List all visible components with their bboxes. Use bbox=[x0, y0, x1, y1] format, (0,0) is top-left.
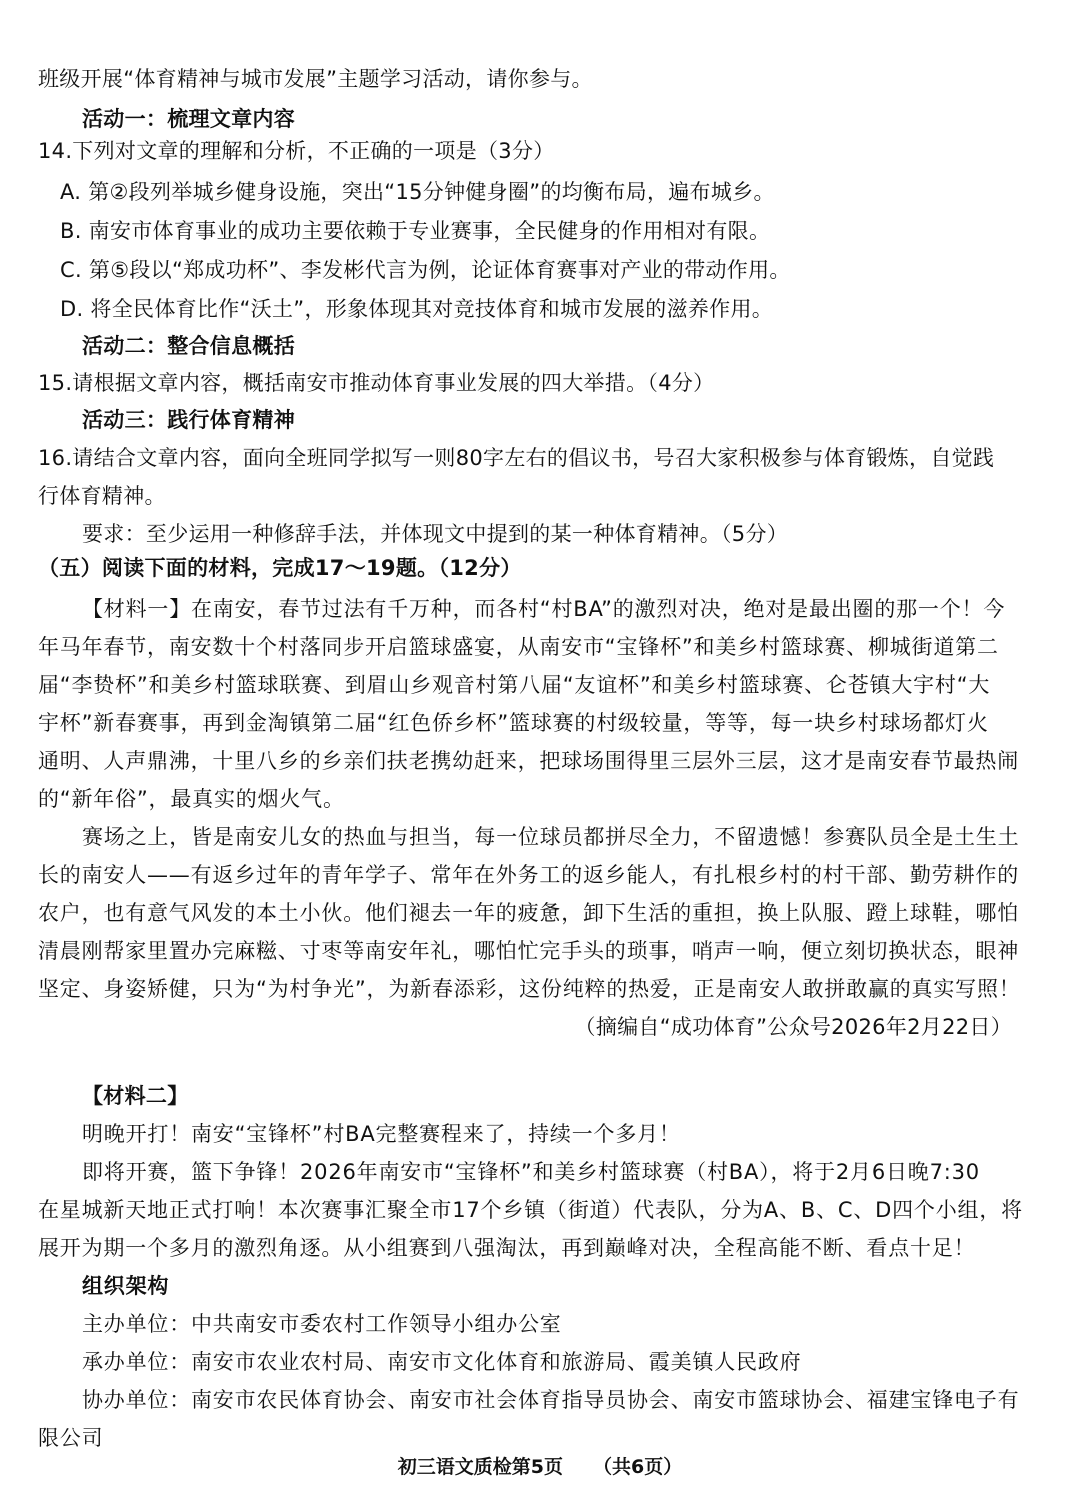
section-five-heading: （五）阅读下面的材料，完成17～19题。（12分） bbox=[38, 556, 522, 580]
organizer-unit: 承办单位：南安市农业农村局、南安市文化体育和旅游局、霞美镇人民政府 bbox=[82, 1350, 802, 1374]
material-two-line: 即将开赛，篮下争锋！2026年南安市“宝锋杯”和美乡村篮球赛（村BA），将于2月6日晚7:30 bbox=[82, 1160, 980, 1184]
question-14-option-b: B. 南安市体育事业的成功主要依赖于专业赛事，全民健身的作用相对有限。 bbox=[60, 219, 771, 243]
question-16-requirement: 要求：至少运用一种修辞手法，并体现文中提到的某一种体育精神。（5分） bbox=[82, 522, 789, 546]
material-one-line: 宇杯”新春赛事，再到金淘镇第二届“红色侨乡杯”篮球赛的村级较量，等等，每一块乡村球场都灯火 bbox=[38, 711, 989, 735]
page-number: 初三语文质检第5页 bbox=[397, 1456, 563, 1478]
material-one-line: 坚定、身姿矫健，只为“为村争光”，为新春添彩，这份纯粹的热爱，正是南安人敢拼敢赢的真实写照！ bbox=[38, 977, 1021, 1001]
total-pages: （共6页） bbox=[593, 1456, 683, 1478]
question-16-line-2: 行体育精神。 bbox=[38, 484, 166, 508]
material-one-line: 【材料一】在南安，春节过法有千万种，而各村“村BA”的激烈对决，绝对是最出圈的那一个！今 bbox=[82, 597, 1006, 621]
question-15: 15.请根据文章内容，概括南安市推动体育事业发展的四大举措。（4分） bbox=[38, 371, 715, 395]
material-one-line: 届“李贽杯”和美乡村篮球联赛、到眉山乡观音村第八届“友谊杯”和美乡村篮球赛、仑苍镇大宇村“大 bbox=[38, 673, 991, 697]
material-one-line: 年马年春节，南安数十个村落同步开启篮球盛宴，从南安市“宝锋杯”和美乡村篮球赛、柳城街道第二 bbox=[38, 635, 999, 659]
material-two-line: 在星城新天地正式打响！本次赛事汇聚全市17个乡镇（街道）代表队，分为A、B、C、D四个小组，将 bbox=[38, 1198, 1023, 1222]
co-organizer-line-1: 协办单位：南安市农民体育协会、南安市社会体育指导员协会、南安市篮球协会、福建宝锋电子有 bbox=[82, 1388, 1020, 1412]
activity-two-heading: 活动二：整合信息概括 bbox=[82, 334, 295, 358]
question-16-line-1: 16.请结合文章内容，面向全班同学拟写一则80字左右的倡议书，号召大家积极参与体育锻炼，自觉践 bbox=[38, 446, 995, 470]
question-14-option-d: D. 将全民体育比作“沃土”，形象体现其对竞技体育和城市发展的滋养作用。 bbox=[60, 297, 774, 321]
organization-heading: 组织架构 bbox=[82, 1274, 170, 1298]
question-14-stem: 14.下列对文章的理解和分析，不正确的一项是（3分） bbox=[38, 139, 555, 163]
page-footer bbox=[0, 1453, 1080, 1481]
question-14-option-c: C. 第⑤段以“郑成功杯”、李发彬代言为例，论证体育赛事对产业的带动作用。 bbox=[60, 258, 791, 282]
material-one-source: （摘编自“成功体育”公众号2026年2月22日） bbox=[574, 1015, 1012, 1039]
material-two-title: 【材料二】 bbox=[82, 1084, 189, 1108]
question-14-option-a: A. 第②段列举城乡健身设施，突出“15分钟健身圈”的均衡布局，遍布城乡。 bbox=[60, 180, 775, 204]
material-two-line: 展开为期一个多月的激烈角逐。从小组赛到八强淘汰，再到巅峰对决，全程高能不断、看点十足！ bbox=[38, 1236, 976, 1260]
activity-three-heading: 活动三：践行体育精神 bbox=[82, 408, 295, 432]
material-one-line: 赛场之上，皆是南安儿女的热血与担当，每一位球员都拼尽全力，不留遗憾！参赛队员全是土生土 bbox=[82, 825, 1020, 849]
material-one-line: 通明、人声鼎沸，十里八乡的乡亲们扶老携幼赶来，把球场围得里三层外三层，这才是南安春节最热闹 bbox=[38, 749, 1019, 773]
material-one-line: 长的南安人——有返乡过年的青年学子、常年在外务工的返乡能人，有扎根乡村的村干部、勤劳耕作的 bbox=[38, 863, 1019, 887]
material-two-headline: 明晚开打！南安“宝锋杯”村BA完整赛程来了，持续一个多月！ bbox=[82, 1122, 681, 1146]
material-one-line: 的“新年俗”，最真实的烟火气。 bbox=[38, 787, 345, 811]
activity-one-heading: 活动一：梳理文章内容 bbox=[82, 107, 295, 131]
co-organizer-line-2: 限公司 bbox=[38, 1426, 104, 1450]
intro-text: 班级开展“体育精神与城市发展”主题学习活动，请你参与。 bbox=[38, 67, 593, 91]
material-one-line: 农户，也有意气风发的本土小伙。他们褪去一年的疲惫，卸下生活的重担，换上队服、蹬上球鞋，哪怕 bbox=[38, 901, 1019, 925]
host-unit: 主办单位：中共南安市委农村工作领导小组办公室 bbox=[82, 1312, 562, 1336]
material-one-line: 清晨刚帮家里置办完麻糍、寸枣等南安年礼，哪怕忙完手头的琐事，哨声一响，便立刻切换状态，眼神 bbox=[38, 939, 1019, 963]
